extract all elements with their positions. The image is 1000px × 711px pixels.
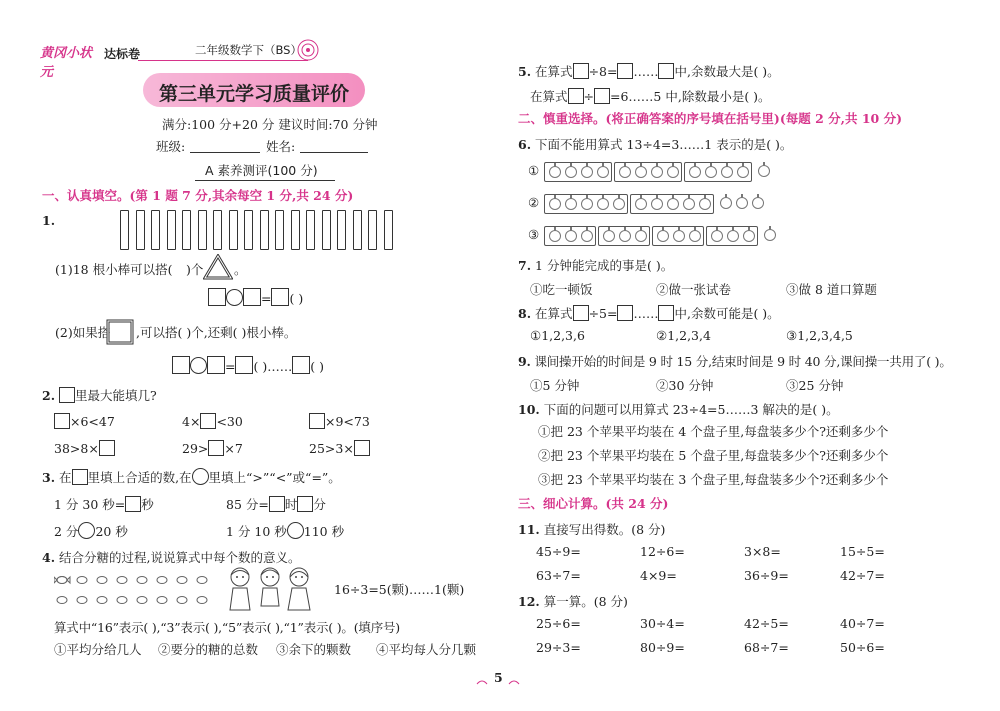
grade-label: 二年级数学下（BS） xyxy=(195,43,302,57)
q6-option-2[interactable]: ② xyxy=(518,192,818,216)
score-time: 满分:100 分+20 分 建议时间:70 分钟 xyxy=(162,117,378,132)
q5-line2: 在算式 ÷ =6……5 中,除数最小是( )。 xyxy=(530,89,771,104)
operator-circle[interactable] xyxy=(190,357,207,374)
q12-grid xyxy=(536,616,936,666)
name-field[interactable] xyxy=(300,152,368,153)
q8-option[interactable]: ②1,2,3,4 xyxy=(656,328,711,343)
answer-box[interactable] xyxy=(54,413,70,429)
answer-box xyxy=(72,469,88,485)
q10-option[interactable]: ②把 23 个苹果平均装在 5 个盘子里,每盘装多少个?还剩多少个 xyxy=(538,448,889,463)
calc-item: 42÷7= xyxy=(840,568,885,583)
q1-1-equation: = ( ) xyxy=(208,288,303,306)
q1-2-paren: ( )…… xyxy=(253,359,293,374)
children-illustration xyxy=(225,566,315,614)
answer-box[interactable] xyxy=(235,356,253,374)
q11-prompt: 11. 直接写出得数。(8 分) xyxy=(518,522,666,537)
q8-option[interactable]: ①1,2,3,6 xyxy=(530,328,585,343)
part3-heading: 三、细心计算。(共 24 分) xyxy=(518,496,669,511)
series-label: 达标卷 xyxy=(104,47,141,61)
calc-item: 68÷7= xyxy=(744,640,789,655)
q12-prompt: 12. 算一算。(8 分) xyxy=(518,594,628,609)
part1-heading: 一、认真填空。(第 1 题 7 分,其余每空 1 分,共 24 分) xyxy=(42,188,354,203)
q9-option[interactable]: ②30 分钟 xyxy=(656,378,714,393)
answer-box[interactable] xyxy=(208,440,224,456)
q6-option-1[interactable]: ① xyxy=(518,160,818,184)
q9-option[interactable]: ①5 分钟 xyxy=(530,378,580,393)
q7-prompt: 7. 1 分钟能完成的事是( )。 xyxy=(518,258,674,273)
q10-prompt: 10. 下面的问题可以用算式 23÷4=5……3 解决的是( )。 xyxy=(518,402,839,417)
answer-box[interactable] xyxy=(292,356,310,374)
answer-box[interactable] xyxy=(354,440,370,456)
q9-prompt: 9. 课间操开始的时间是 9 时 15 分,结束时间是 9 时 40 分,课间操一共用了( )。 xyxy=(518,354,952,369)
square-sticks-icon xyxy=(104,317,136,347)
answer-box[interactable] xyxy=(568,88,584,104)
answer-box xyxy=(59,387,75,403)
q10-option[interactable]: ①把 23 个苹果平均装在 4 个盘子里,每盘装多少个?还剩多少个 xyxy=(538,424,889,439)
answer-box[interactable] xyxy=(125,496,141,512)
q9-option[interactable]: ③25 分钟 xyxy=(786,378,844,393)
operator-circle[interactable] xyxy=(78,522,95,539)
q1-1-paren: ( ) xyxy=(289,291,304,306)
q4-fill-line: 算式中“16”表示( ),“3”表示( ),“5”表示( ),“1”表示( )。(填序号) xyxy=(54,620,400,635)
calc-item: 50÷6= xyxy=(840,640,885,655)
q7-option[interactable]: ②做一张试卷 xyxy=(656,282,732,297)
answer-box[interactable] xyxy=(208,288,226,306)
calc-item: 3×8= xyxy=(744,544,781,559)
answer-box[interactable] xyxy=(200,413,216,429)
calc-item: 15÷5= xyxy=(840,544,885,559)
logo-text: 黄冈小状元 xyxy=(40,46,93,80)
q8-prompt: 8. 在算式 ÷5= …… 中,余数可能是( )。 xyxy=(518,306,780,321)
candies-illustration xyxy=(54,572,214,612)
section-a-title: A 素养测评(100 分) xyxy=(205,163,318,178)
operator-circle[interactable] xyxy=(226,289,243,306)
sticks-row xyxy=(120,210,400,254)
answer-box[interactable] xyxy=(269,496,285,512)
page-number-ornament-left xyxy=(476,674,488,682)
q4-prompt: 4. 结合分糖的过程,说说算式中每个数的意义。 xyxy=(42,550,301,565)
calc-item: 42÷5= xyxy=(744,616,789,631)
header-rule xyxy=(138,60,308,61)
left-page: 黄冈小状元 达标卷 二年级数学下（BS） 第三单元学习质量评价 满分:100 分+20 分 建议时间:70 分钟 班级: 姓名: A 素养测评(100 分) 一、认真填空。(第 1 题 7 分,其余每空 1 分,共 24 分) 1. (1)18 根小棒可以搭( )个 。 = ( ) (2)如果搭 ,可以搭( )个,还剩( )根小棒。 = ( )…… ( ) 2. 里最大能填几? ×6<47 4× <30 ×9<73 38>8× 29> ×7 25>3× 3. 在 里填上合适的数,在 里填上“>”“<”或“=”。 1 分 30 秒= 秒 85 分= 时 分 2 分 20 秒 1 分 10 秒 110 秒 4. 结合分糖的过程,说说算式中每个数的意义。 16÷3=5(颗)……1(颗) 算式中“16”表示( ),“3”表示( ),“5”表示( ),“1”表示( )。(填序号) ①平均分给几人 ②要分的糖的总数 ③余下的颗数 ④平均每人分几颗 xyxy=(0,0,500,711)
answer-box[interactable] xyxy=(243,288,261,306)
answer-box[interactable] xyxy=(297,496,313,512)
calc-item: 80÷9= xyxy=(640,640,685,655)
operator-circle xyxy=(192,468,209,485)
answer-box[interactable] xyxy=(658,63,674,79)
name-label: 姓名: xyxy=(266,139,296,154)
q1-2-text-b: ,可以搭( )个,还剩( )根小棒。 xyxy=(136,325,297,340)
class-field[interactable] xyxy=(190,152,260,153)
q4-formula: 16÷3=5(颗)……1(颗) xyxy=(334,582,465,597)
part2-heading: 二、慎重选择。(将正确答案的序号填在括号里)(每题 2 分,共 10 分) xyxy=(518,111,903,126)
q1-1-text-a: (1)18 根小棒可以搭( xyxy=(55,262,173,277)
q8-option[interactable]: ③1,2,3,4,5 xyxy=(786,328,853,343)
page-number: 5 xyxy=(494,670,503,685)
answer-box[interactable] xyxy=(617,63,633,79)
calc-item: 30÷4= xyxy=(640,616,685,631)
answer-box[interactable] xyxy=(594,88,610,104)
calc-item: 45÷9= xyxy=(536,544,581,559)
page-title: 第三单元学习质量评价 xyxy=(158,83,349,105)
answer-box[interactable] xyxy=(207,356,225,374)
q1-number: 1. xyxy=(42,213,56,228)
answer-box[interactable] xyxy=(573,63,589,79)
answer-box[interactable] xyxy=(658,305,674,321)
q11-grid xyxy=(536,544,936,594)
operator-circle[interactable] xyxy=(287,522,304,539)
calc-item: 40÷7= xyxy=(840,616,885,631)
calc-item: 4×9= xyxy=(640,568,677,583)
brand-logo xyxy=(40,42,102,80)
section-a-rule xyxy=(195,180,335,181)
calc-item: 12÷6= xyxy=(640,544,685,559)
q10-option[interactable]: ③把 23 个苹果平均装在 3 个盘子里,每盘装多少个?还剩多少个 xyxy=(538,472,889,487)
q3-prompt: 3. 在 里填上合适的数,在 里填上“>”“<”或“=”。 xyxy=(42,470,341,485)
answer-box[interactable] xyxy=(617,305,633,321)
answer-box[interactable] xyxy=(573,305,589,321)
answer-box[interactable] xyxy=(271,288,289,306)
q6-option-3[interactable]: ③ xyxy=(518,224,818,248)
q5-line1: 5. 在算式 ÷8= …… 中,余数最大是( )。 xyxy=(518,64,780,79)
calc-item: 63÷7= xyxy=(536,568,581,583)
answer-box[interactable] xyxy=(172,356,190,374)
q1-2-equation: = ( )…… ( ) xyxy=(172,356,324,374)
triangle-icon xyxy=(203,254,233,280)
right-page xyxy=(500,0,1000,711)
answer-box[interactable] xyxy=(99,440,115,456)
q1-2-paren2: ( ) xyxy=(310,359,324,374)
q1-2-text-a: (2)如果搭 xyxy=(55,325,111,340)
class-label: 班级: xyxy=(156,139,186,154)
calc-item: 36÷9= xyxy=(744,568,789,583)
page-number-ornament-right xyxy=(508,674,520,682)
calc-item: 25÷6= xyxy=(536,616,581,631)
answer-box[interactable] xyxy=(309,413,325,429)
q7-option[interactable]: ①吃一顿饭 xyxy=(530,282,593,297)
q1-1-text-b: )个 xyxy=(186,262,204,277)
q2-prompt: 2. 里最大能填几? xyxy=(42,388,157,403)
q6-prompt: 6. 下面不能用算式 13÷4=3……1 表示的是( )。 xyxy=(518,137,793,152)
calc-item: 29÷3= xyxy=(536,640,581,655)
q7-option[interactable]: ③做 8 道口算题 xyxy=(786,282,877,297)
q1-1-text-c: 。 xyxy=(234,262,247,277)
